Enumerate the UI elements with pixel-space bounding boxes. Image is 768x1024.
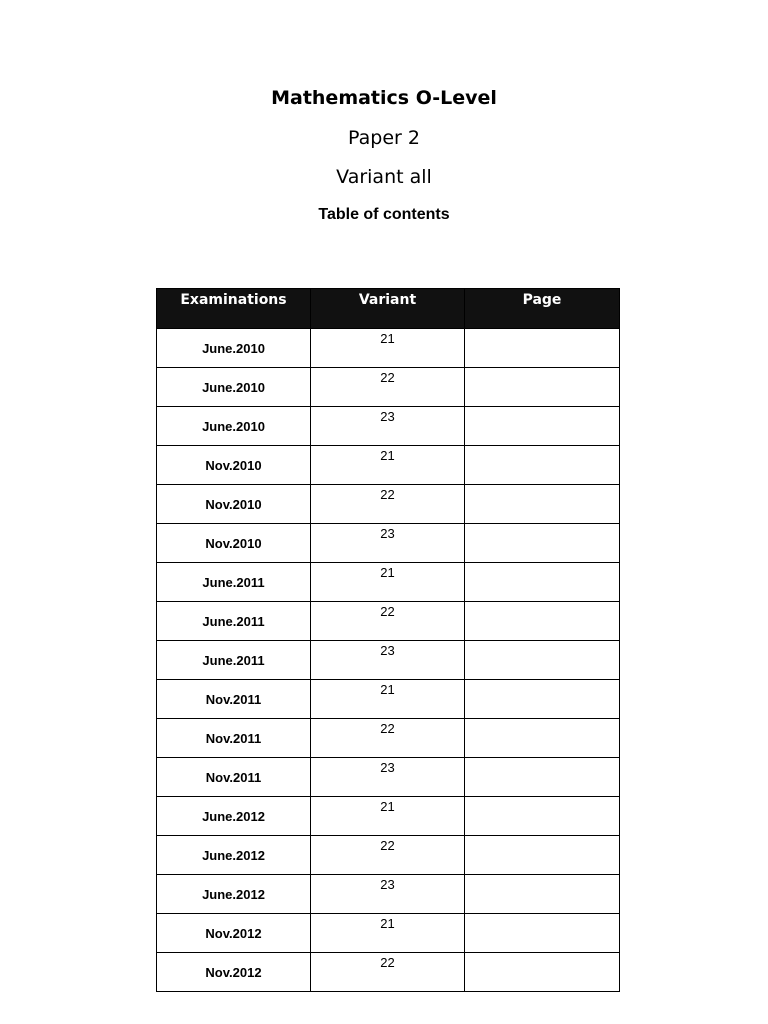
table-row bbox=[157, 407, 620, 446]
page-cell bbox=[465, 368, 620, 407]
page-cell bbox=[465, 641, 620, 680]
variant-cell: 22 bbox=[311, 836, 465, 875]
toc-heading: Table of contents bbox=[318, 206, 450, 223]
page-cell bbox=[465, 329, 620, 368]
exam-cell: June.2012 bbox=[157, 875, 311, 914]
page-cell bbox=[465, 719, 620, 758]
page-cell bbox=[465, 836, 620, 875]
exam-cell: June.2012 bbox=[157, 836, 311, 875]
variant-cell: 22 bbox=[311, 953, 465, 992]
variant-cell: 21 bbox=[311, 563, 465, 602]
table-header-row bbox=[157, 289, 620, 329]
table-row bbox=[157, 758, 620, 797]
page-cell bbox=[465, 914, 620, 953]
exam-cell: June.2011 bbox=[157, 563, 311, 602]
variant-cell: 21 bbox=[311, 446, 465, 485]
variant-cell: 21 bbox=[311, 329, 465, 368]
contents-table bbox=[156, 288, 620, 992]
exam-cell: Nov.2012 bbox=[157, 914, 311, 953]
exam-cell: Nov.2011 bbox=[157, 758, 311, 797]
column-header-variant: Variant bbox=[311, 289, 465, 329]
exam-cell: June.2010 bbox=[157, 368, 311, 407]
document-title: Mathematics O-Level bbox=[271, 87, 497, 109]
exam-cell: Nov.2011 bbox=[157, 680, 311, 719]
variant-cell: 23 bbox=[311, 875, 465, 914]
table-row bbox=[157, 563, 620, 602]
paper-label: Paper 2 bbox=[348, 127, 420, 149]
table-row bbox=[157, 524, 620, 563]
page-cell bbox=[465, 407, 620, 446]
table-row bbox=[157, 329, 620, 368]
page-cell bbox=[465, 563, 620, 602]
page-cell bbox=[465, 680, 620, 719]
variant-cell: 21 bbox=[311, 914, 465, 953]
table-row bbox=[157, 914, 620, 953]
page-cell bbox=[465, 446, 620, 485]
table-row bbox=[157, 446, 620, 485]
variant-cell: 22 bbox=[311, 602, 465, 641]
table-row bbox=[157, 680, 620, 719]
page-cell bbox=[465, 953, 620, 992]
exam-cell: June.2010 bbox=[157, 407, 311, 446]
table-row bbox=[157, 875, 620, 914]
variant-cell: 22 bbox=[311, 485, 465, 524]
variant-cell: 21 bbox=[311, 797, 465, 836]
page-cell bbox=[465, 485, 620, 524]
exam-cell: June.2012 bbox=[157, 797, 311, 836]
exam-cell: Nov.2012 bbox=[157, 953, 311, 992]
variant-cell: 21 bbox=[311, 680, 465, 719]
variant-cell: 23 bbox=[311, 407, 465, 446]
table-row bbox=[157, 641, 620, 680]
exam-cell: Nov.2010 bbox=[157, 446, 311, 485]
variant-cell: 23 bbox=[311, 758, 465, 797]
exam-cell: Nov.2010 bbox=[157, 485, 311, 524]
table-row bbox=[157, 602, 620, 641]
table-row bbox=[157, 953, 620, 992]
column-header-examinations: Examinations bbox=[157, 289, 311, 329]
exam-cell: June.2011 bbox=[157, 602, 311, 641]
table-row bbox=[157, 719, 620, 758]
table-row bbox=[157, 836, 620, 875]
exam-cell: June.2011 bbox=[157, 641, 311, 680]
page-cell bbox=[465, 875, 620, 914]
table-row bbox=[157, 485, 620, 524]
exam-cell: Nov.2010 bbox=[157, 524, 311, 563]
variant-cell: 22 bbox=[311, 368, 465, 407]
table-row bbox=[157, 797, 620, 836]
page-cell bbox=[465, 797, 620, 836]
page-cell bbox=[465, 524, 620, 563]
column-header-page: Page bbox=[465, 289, 620, 329]
variant-cell: 23 bbox=[311, 641, 465, 680]
exam-cell: Nov.2011 bbox=[157, 719, 311, 758]
variant-cell: 22 bbox=[311, 719, 465, 758]
variant-cell: 23 bbox=[311, 524, 465, 563]
page-cell bbox=[465, 602, 620, 641]
page-cell bbox=[465, 758, 620, 797]
exam-cell: June.2010 bbox=[157, 329, 311, 368]
table-row bbox=[157, 368, 620, 407]
variant-label: Variant all bbox=[336, 166, 432, 188]
